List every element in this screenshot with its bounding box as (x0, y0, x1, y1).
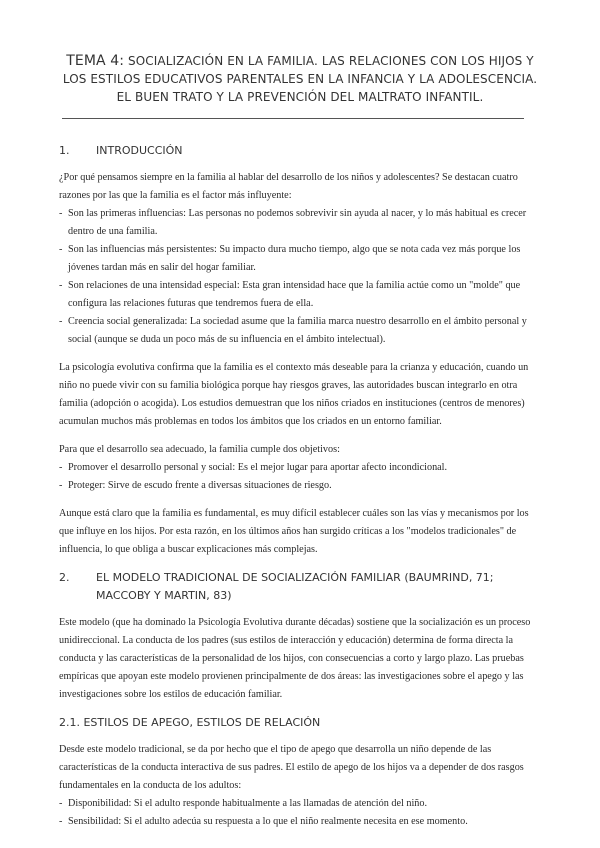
title-line-3: EL BUEN TRATO Y LA PREVENCIÓN DEL MALTRATO INFANTIL. (116, 90, 484, 104)
section-1-intro-line-1: ¿Por qué pensamos siempre en la familia al hablar del desarrollo de los niños y adolescentes? Se destacan cuatro (59, 172, 518, 183)
list-item: - Promover el desarrollo personal y social: Es el mejor lugar para aportar afecto incondicional. (59, 462, 448, 473)
title-line-1: TEMA 4: SOCIALIZACIÓN EN LA FAMILIA. LAS RELACIONES CON LOS HIJOS Y (66, 53, 534, 69)
list-item: - Sensibilidad: Si el adulto adecúa su respuesta a lo que el niño realmente necesita en ese momento. (59, 816, 468, 827)
section-2-title: EL MODELO TRADICIONAL DE SOCIALIZACIÓN FAMILIAR (BAUMRIND, 71; MACCOBY Y MARTIN, 83) (96, 571, 494, 602)
section-2-1-heading: 2.1. ESTILOS DE APEGO, ESTILOS DE RELACIÓN (59, 716, 321, 729)
section-1-paragraph-4: Aunque está claro que la familia es fundamental, es muy difícil establecer cuáles son las vías y mecanismos por los que influye en los hijos. Por esta razón, en los últimos años han surgido críticas a los "modelos tradicionales" de influencia, lo que obliga a buscar explicaciones más complejas. (59, 508, 529, 555)
title-lead: TEMA 4: (66, 53, 125, 69)
list-item: - Son las influencias más persistentes: Su impacto dura mucho tiempo, algo que se nota cada vez más porque los jóvenes tardan más en salir del hogar familiar. (59, 244, 521, 273)
document-body (59, 142, 545, 841)
section-1-objectives (59, 441, 545, 495)
section-1-paragraph-2: La psicología evolutiva confirma que la familia es el contexto más deseable para la crianza y educación, cuando un niño no puede vivir con su familia biológica porque hay riesgos graves, las autoridades buscan integrarlo en otra familia (adopción o acogida). Los estudios demuestran que los niños criados en instituciones (centros de menores) acumulan muchos más problemas en todos los ámbitos que los criados en un entorno familiar. (59, 362, 529, 427)
objectives-intro: Para que el desarrollo sea adecuado, la familia cumple dos objetivos: (59, 444, 340, 455)
list-item: - Son las primeras influencias: Las personas no podemos sobrevivir sin ayuda al nacer, y lo más habitual es crecer dentro de una familia. (59, 208, 527, 237)
title-divider (62, 118, 524, 119)
section-1-title: INTRODUCCIÓN (96, 144, 183, 157)
title-line-2: LOS ESTILOS EDUCATIVOS PARENTALES EN LA INFANCIA Y LA ADOLESCENCIA. (62, 72, 538, 86)
section-2-paragraph-1: Este modelo (que ha dominado la Psicología Evolutiva durante décadas) sostiene que la socialización es un proceso unidireccional. La conducta de los padres (sus estilos de interacción y educación) determina de forma directa la conducta y las características de la personalidad de los hijos, con consecuencias a corto y largo plazo. Las pruebas empíricas que apoyan este modelo provienen principalmente de dos áreas: las investigaciones sobre el apego y las investigaciones sobre los estilos de educación familiar. (59, 617, 531, 700)
section-2-1-paragraph-1: Desde este modelo tradicional, se da por hecho que el tipo de apego que desarrolla un niño depende de las características de la conducta interactiva de sus padres. El estilo de apego de los hijos va a depender de dos rasgos fundamentales en la conducta de los adultos: (59, 744, 524, 791)
list-item: - Disponibilidad: Si el adulto responde habitualmente a las llamadas de atención del niño. (59, 798, 428, 809)
section-2-number: 2. (59, 571, 70, 584)
section-1-reasons (59, 169, 545, 349)
section-1-intro-line-2: razones por las que la familia es el factor más influyente: (59, 190, 292, 201)
section-1-heading (59, 142, 545, 160)
document-title (40, 52, 560, 106)
list-item: - Son relaciones de una intensidad especial: Esta gran intensidad hace que la familia actúe como un "molde" que configura las relaciones futuras que tendremos fuera de ella. (59, 280, 521, 309)
list-item: - Proteger: Sirve de escudo frente a diversas situaciones de riesgo. (59, 480, 332, 491)
section-2-1-traits (59, 795, 545, 831)
section-2-heading (59, 569, 545, 605)
list-item: - Creencia social generalizada: La sociedad asume que la familia marca nuestro desarrollo en el ámbito personal y social (aunque se duda un poco más de su influencia en el ámbito intelectual). (59, 316, 527, 345)
section-1-number: 1. (59, 144, 70, 157)
